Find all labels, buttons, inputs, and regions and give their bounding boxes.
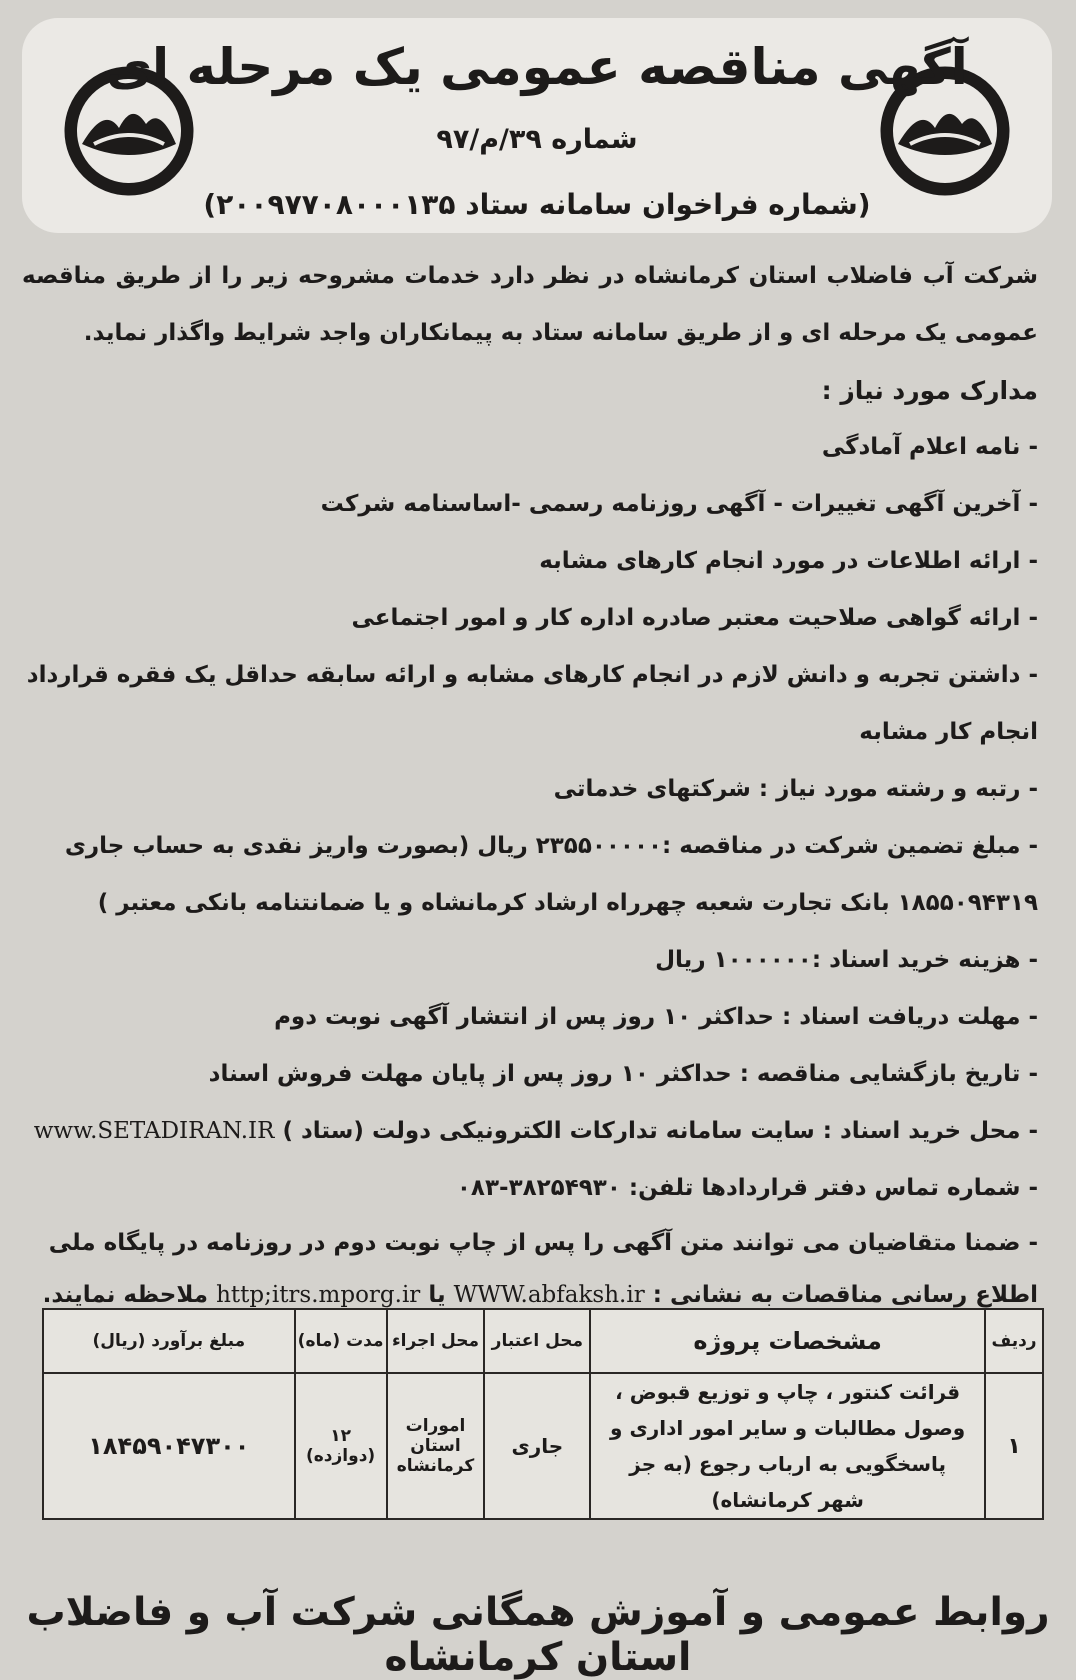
table-row — [43, 1373, 1043, 1519]
itrs-website-link[interactable]: http;itrs.mporg.ir — [216, 1282, 421, 1308]
col-header-credit: محل اعتبار — [484, 1309, 590, 1373]
col-header-project: مشخصات پروژه — [590, 1309, 985, 1373]
closing-end: ملاحظه نمایند. — [42, 1282, 209, 1308]
requirement-item: - ارائه اطلاعات در مورد انجام کارهای مشابه — [539, 548, 1038, 574]
requirement-item: - نامه اعلام آمادگی — [821, 434, 1038, 460]
opening-date-item: - تاریخ بازگشایی مناقصه : حداکثر ۱۰ روز پس از پایان مهلت فروش اسناد — [208, 1061, 1038, 1087]
requirement-item: - رتبه و رشته مورد نیاز : شرکتهای خدماتی — [553, 776, 1038, 802]
closing-text: - ضمنا متقاضیان می توانند متن آگهی را پس از چاپ نوبت دوم در روزنامه در پایگاه ملی اطلاع رسانی مناقصات به نشانی : — [48, 1230, 1038, 1308]
table-header-row — [43, 1309, 1043, 1373]
requirement-item: - داشتن تجربه و دانش لازم در انجام کارهای مشابه و ارائه سابقه حداقل یک فقره قرارداد انجام کار مشابه — [26, 662, 1038, 745]
intro-paragraph: شرکت آب فاضلاب استان کرمانشاه در نظر دارد خدمات مشروحه زیر را از طریق مناقصه عمومی یک مرحله ای و از طریق سامانه ستاد به پیمانکاران واجد شرایط واگذار نماید. — [22, 263, 1038, 346]
cell-row-number: ۱ — [985, 1373, 1043, 1519]
document-deadline-item: - مهلت دریافت اسناد : حداکثر ۱۰ روز پس از انتشار آگهی نوبت دوم — [274, 1004, 1038, 1030]
closing-or: یا — [428, 1282, 446, 1308]
notice-title: آگهی مناقصه عمومی یک مرحله ای — [106, 38, 968, 96]
notice-header — [22, 18, 1052, 233]
cell-credit-source: جاری — [484, 1373, 590, 1519]
notice-number: شماره ۳۹/م/۹۷ — [436, 124, 638, 155]
purchase-place-text: - محل خرید اسناد : سایت سامانه تدارکات الکترونیکی دولت (ستاد ) — [282, 1118, 1038, 1144]
document-cost-item: - هزینه خرید اسناد :۱۰۰۰۰۰۰ ریال — [655, 947, 1038, 973]
required-documents-heading: مدارک مورد نیاز : — [821, 376, 1038, 405]
cell-duration: ۱۲ (دوازده) — [295, 1373, 387, 1519]
cell-estimated-amount: ۱۸۴۵۹۰۴۷۳۰۰ — [43, 1373, 295, 1519]
cell-project-description: قرائت کنتور ، چاپ و توزیع قبوض ، وصول مطالبات و سایر امور اداری و پاسخگویی به ارباب رجوع (به جز شهر کرمانشاه) — [590, 1373, 985, 1519]
purchase-place-item — [22, 1103, 1038, 1160]
contact-item: - شماره تماس دفتر قراردادها تلفن: ۳۸۲۵۴۹۳۰-۰۸۳ — [456, 1175, 1038, 1201]
setad-website-link[interactable]: www.SETADIRAN.IR — [33, 1118, 275, 1144]
col-header-place: محل اجراء — [387, 1309, 485, 1373]
abfaksh-website-link[interactable]: WWW.abfaksh.ir — [453, 1282, 645, 1308]
col-header-row: ردیف — [985, 1309, 1043, 1373]
cell-execution-place: امورات استان کرمانشاه — [387, 1373, 485, 1519]
requirement-item: - ارائه گواهی صلاحیت معتبر صادره اداره کار و امور اجتماعی — [351, 605, 1038, 631]
closing-item — [22, 1217, 1038, 1321]
notice-body — [22, 248, 1038, 1321]
project-table — [42, 1308, 1044, 1520]
guarantee-amount-item: - مبلغ تضمین شرکت در مناقصه :۲۳۵۵۰۰۰۰۰ ریال (بصورت واریز نقدی به حساب جاری ۱۸۵۵۰۹۴۳۱۹ بانک تجارت شعبه چهرراه ارشاد کرمانشاه و یا ضمانتنامه بانکی معتبر ) — [64, 833, 1038, 916]
col-header-duration: مدت (ماه) — [295, 1309, 387, 1373]
col-header-amount: مبلغ برآورد (ریال) — [43, 1309, 295, 1373]
footer-publisher: روابط عمومی و آموزش همگانی شرکت آب و فاضلاب استان کرمانشاه — [26, 1590, 1050, 1680]
requirement-item: - آخرین آگهی تغییرات - آگهی روزنامه رسمی -اساسنامه شرکت — [320, 491, 1038, 517]
setad-call-number: (شماره فراخوان سامانه ستاد ۲۰۰۹۷۷۰۸۰۰۰۱۳۵) — [203, 188, 871, 221]
